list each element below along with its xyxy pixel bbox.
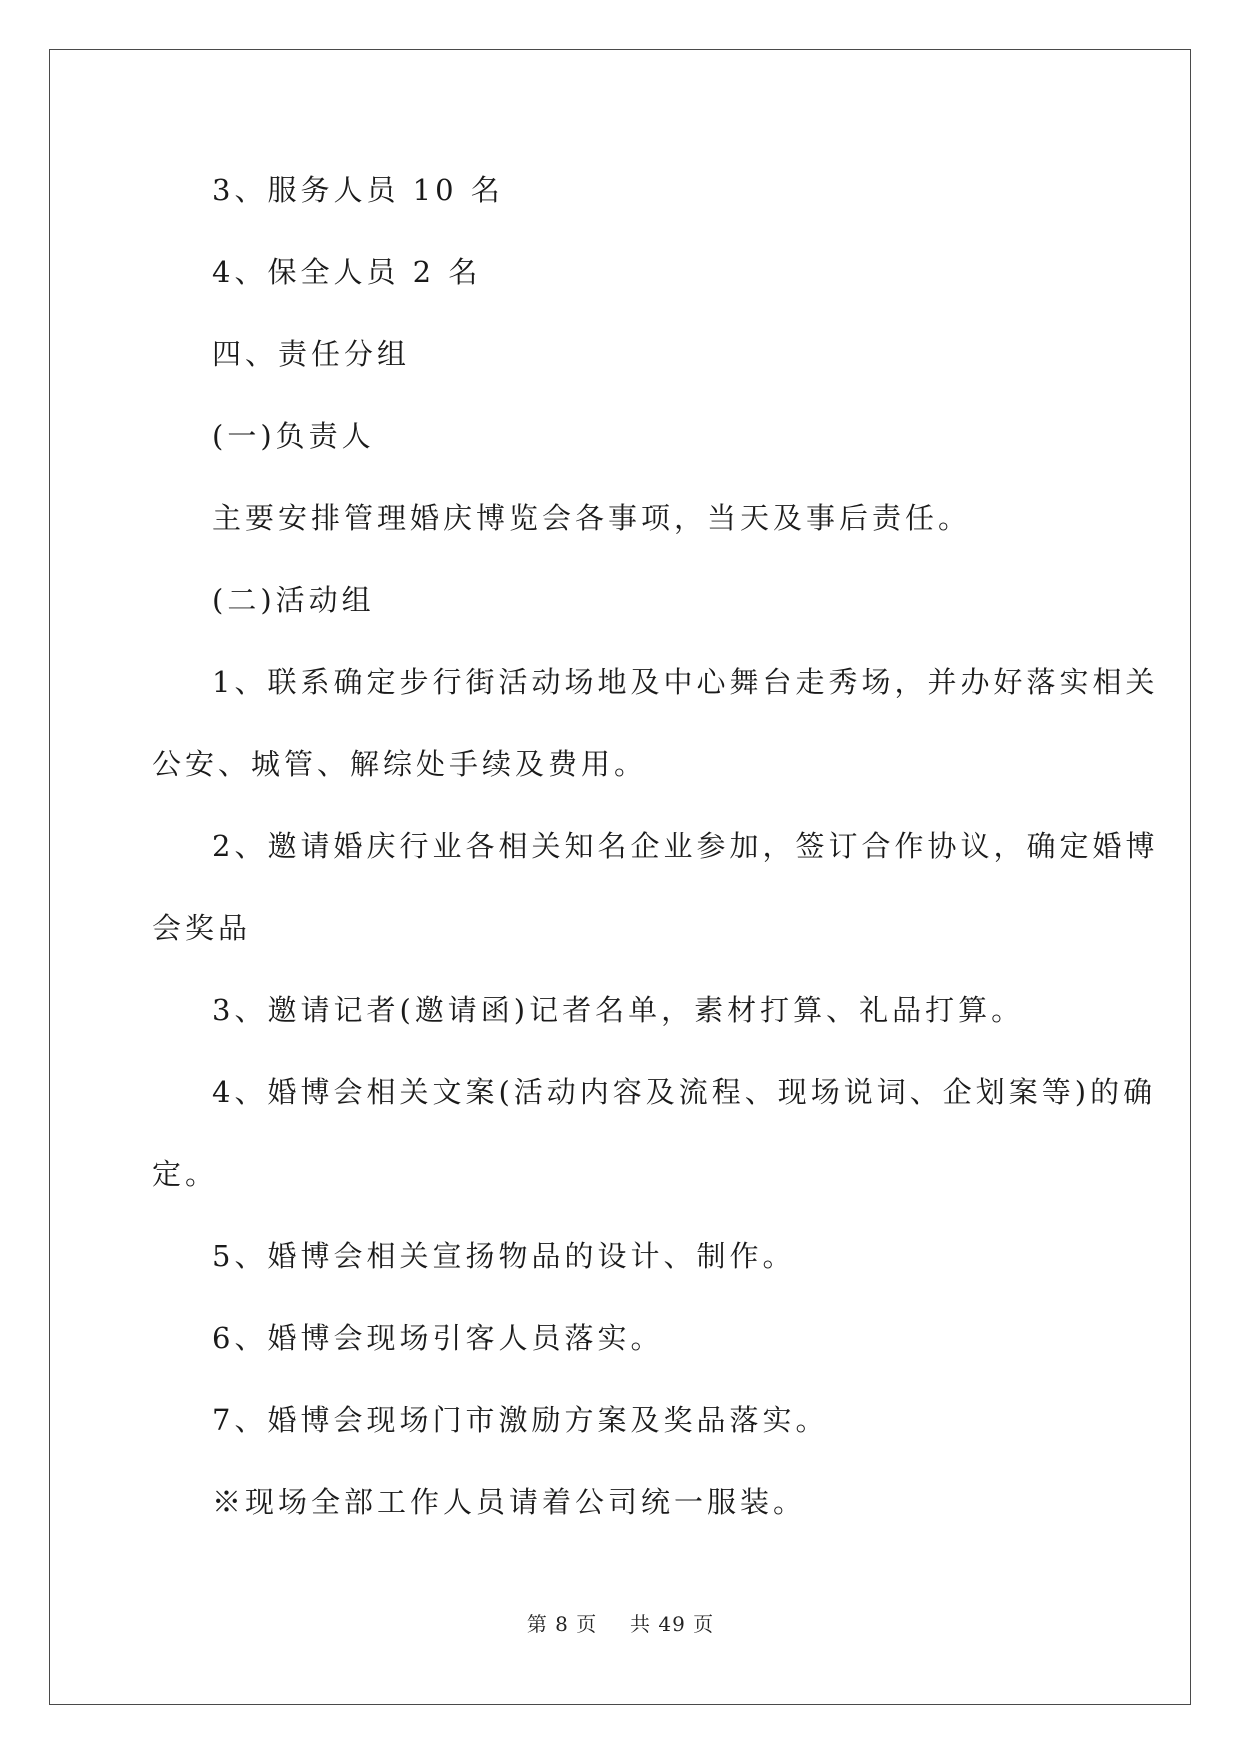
subheading-person-in-charge: (一)负责人	[212, 419, 375, 453]
subheading-activity-group: (二)活动组	[212, 583, 375, 617]
paragraph-main-duties: 主要安排管理婚庆博览会各事项，当天及事后责任。	[212, 501, 972, 535]
paragraph-uniform-note: ※现场全部工作人员请着公司统一服装。	[212, 1485, 807, 1519]
paragraph-item-6: 6、婚博会现场引客人员落实。	[212, 1321, 664, 1355]
page-footer	[0, 1608, 1241, 1637]
paragraph-item-3: 3、邀请记者(邀请函)记者名单，素材打算、礼品打算。	[212, 993, 1025, 1027]
section-heading-responsibility-groups: 四、责任分组	[212, 337, 411, 371]
paragraph-item-1-line-1: 1、联系确定步行街活动场地及中心舞台走秀场，并办好落实相关	[212, 665, 1159, 699]
paragraph-item-1-line-2: 公安、城管、解综处手续及费用。	[152, 747, 648, 781]
paragraph-security-staff: 4、保全人员 2 名	[212, 255, 482, 289]
paragraph-item-4	[152, 1051, 1157, 1215]
paragraph-item-4-line-1: 4、婚博会相关文案(活动内容及流程、现场说词、企划案等)的确	[212, 1075, 1157, 1109]
paragraph-item-2-line-2: 会奖品	[152, 911, 252, 945]
paragraph-item-4-line-2: 定。	[152, 1157, 219, 1191]
paragraph-item-5: 5、婚博会相关宣扬物品的设计、制作。	[212, 1239, 796, 1273]
total-pages: 共 49 页	[630, 1612, 715, 1636]
page-number: 第 8 页	[526, 1612, 598, 1636]
paragraph-item-2	[152, 805, 1159, 969]
paragraph-item-1	[152, 641, 1159, 805]
paragraph-service-staff: 3、服务人员 10 名	[212, 173, 504, 207]
paragraph-item-7: 7、婚博会现场门市激励方案及奖品落实。	[212, 1403, 829, 1437]
paragraph-item-2-line-1: 2、邀请婚庆行业各相关知名企业参加，签订合作协议，确定婚博	[212, 829, 1159, 863]
